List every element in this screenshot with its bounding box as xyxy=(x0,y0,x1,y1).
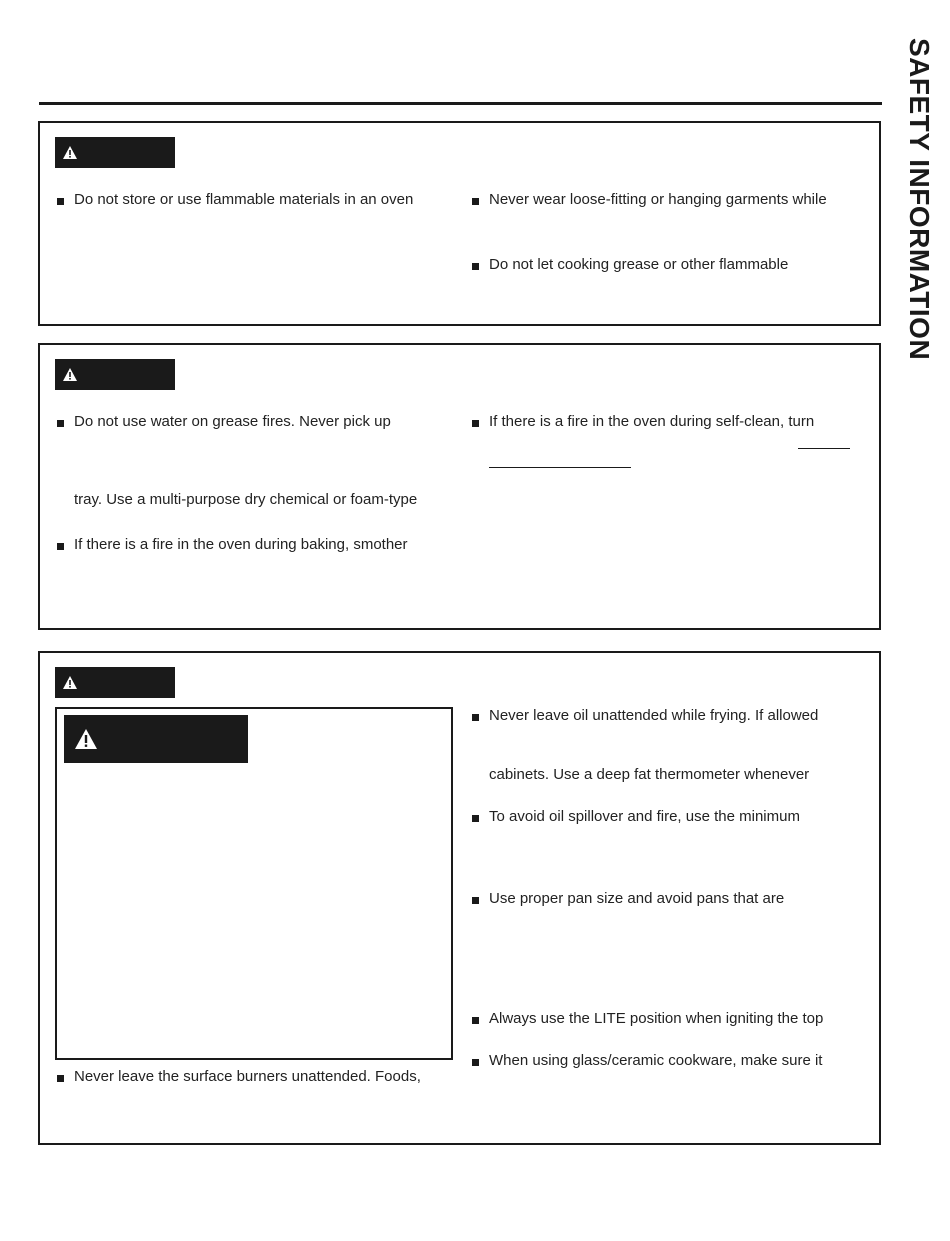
underline-mark xyxy=(798,448,850,449)
list-item: Do not store or use flammable materials in an oven xyxy=(74,191,414,208)
bullet-icon xyxy=(472,714,479,721)
bullet-icon xyxy=(472,1017,479,1024)
bullet-icon xyxy=(57,543,64,550)
list-item: Never leave oil unattended while frying. If allowed xyxy=(489,707,819,724)
list-item-continuation: cabinets. Use a deep fat thermometer whenever xyxy=(489,766,810,783)
bullet-icon xyxy=(472,815,479,822)
list-item: Always use the LITE position when igniting the top xyxy=(489,1010,824,1027)
bullet-icon xyxy=(57,1075,64,1082)
warning-panel-3 xyxy=(38,651,881,1145)
warning-label xyxy=(55,667,175,698)
list-item: Use proper pan size and avoid pans that are xyxy=(489,890,785,907)
bullet-icon xyxy=(472,897,479,904)
list-item: If there is a fire in the oven during baking, smother xyxy=(74,536,408,553)
list-item: To avoid oil spillover and fire, use the minimum xyxy=(489,808,800,825)
inner-warning-label xyxy=(64,715,248,763)
inner-warning-box xyxy=(55,707,453,1060)
list-item: Do not use water on grease fires. Never pick up xyxy=(74,413,391,430)
header-rule xyxy=(39,102,882,105)
side-heading: SAFETY INFORMATION xyxy=(904,38,935,361)
bullet-icon xyxy=(472,263,479,270)
bullet-icon xyxy=(57,420,64,427)
warning-triangle-icon xyxy=(63,368,77,381)
bullet-icon xyxy=(472,420,479,427)
list-item-continuation: tray. Use a multi-purpose dry chemical or foam-type xyxy=(74,491,418,508)
list-item: Do not let cooking grease or other flammable xyxy=(489,256,789,273)
warning-triangle-icon xyxy=(75,729,97,749)
warning-panel-2 xyxy=(38,343,881,630)
list-item: Never leave the surface burners unattended. Foods, xyxy=(74,1068,421,1085)
list-item: If there is a fire in the oven during self-clean, turn xyxy=(489,413,815,430)
warning-panel-1 xyxy=(38,121,881,326)
bullet-icon xyxy=(472,1059,479,1066)
warning-label xyxy=(55,137,175,168)
list-item: Never wear loose-fitting or hanging garments while xyxy=(489,191,827,208)
list-item: When using glass/ceramic cookware, make sure it xyxy=(489,1052,823,1069)
bullet-icon xyxy=(472,198,479,205)
bullet-icon xyxy=(57,198,64,205)
warning-triangle-icon xyxy=(63,146,77,159)
underline-mark xyxy=(489,467,631,468)
warning-label xyxy=(55,359,175,390)
warning-triangle-icon xyxy=(63,676,77,689)
